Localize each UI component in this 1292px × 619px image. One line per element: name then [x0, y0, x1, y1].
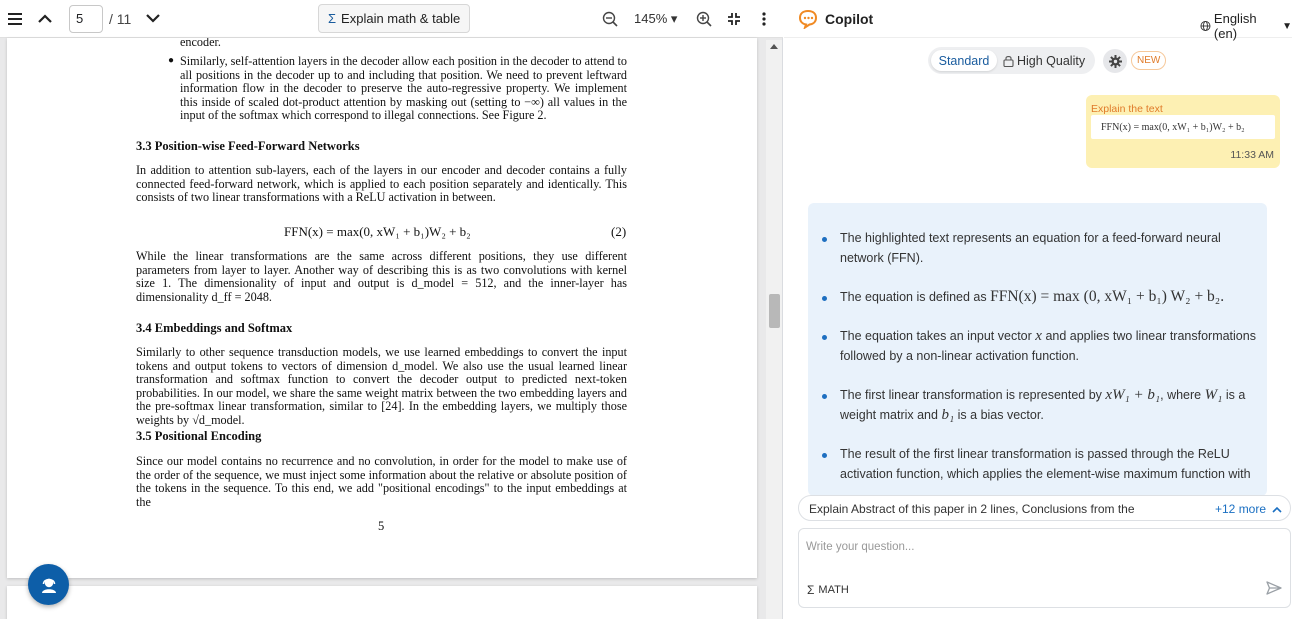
pdf-section-3-5-paragraph: Since our model contains no recurrence and no convolution, in order for the model to make use of the order of the sequence, we must inject some information about the relative or absolute position of the tokens in the sequence. To this end, we add "positional encodings" to the input embeddings at the — [136, 454, 627, 509]
explain-math-table-label: Explain math & table — [341, 11, 461, 26]
pdf-next-page — [7, 586, 757, 619]
pdf-page-number: 5 — [378, 519, 385, 533]
quality-mode-toggle — [928, 47, 1095, 74]
more-options-icon[interactable] — [750, 5, 778, 33]
answer-bullet-3-text-2: and applies two linear transformations followed by a non-linear activation function. — [840, 329, 1256, 363]
answer-bullet-4-var-2: b₁ — [941, 406, 955, 423]
answer-bullet-4-text-2: , where — [1160, 388, 1202, 402]
question-composer — [798, 528, 1291, 608]
question-input[interactable]: Write your question... — [806, 541, 915, 553]
chevron-down-icon[interactable] — [139, 5, 167, 33]
language-select[interactable] — [1200, 11, 1292, 41]
bullet-icon — [822, 335, 827, 340]
answer-bullet-3-var: x — [1035, 328, 1042, 344]
pdf-bullet-paragraph: Similarly, self-attention layers in the decoder allow each position in the decoder to attend to all positions in the decoder up to and including that position. We need to prevent leftward information flow in the decoder to preserve the auto-regressive property. We implement this inside of scaled dot-product attention by masking out (setting to −∞) all values in the input of the softmax which correspond to illegal connections. See Figure 2. — [180, 54, 627, 122]
assistant-fab-button[interactable] — [28, 564, 69, 605]
answer-bullet-4 — [840, 386, 1260, 425]
bullet-icon — [822, 394, 827, 399]
answer-bullet-4-var: W₁ — [1204, 387, 1223, 403]
zoom-level-select[interactable]: 145% ▾ — [634, 11, 678, 26]
scroll-up-arrow-icon[interactable] — [770, 44, 778, 49]
send-icon — [1266, 581, 1282, 595]
suggestion-chip[interactable] — [798, 495, 1291, 521]
pdf-scrollbar-thumb[interactable] — [769, 294, 780, 328]
answer-bullet-3 — [840, 327, 1260, 366]
assistant-icon — [39, 575, 59, 595]
more-suggestions-label: +12 more — [1215, 502, 1267, 516]
copilot-title: Copilot — [825, 11, 874, 27]
user-message-bubble — [1086, 95, 1280, 168]
answer-bullet-2-text: The equation is defined as — [840, 290, 987, 304]
chevron-up-icon[interactable] — [31, 5, 59, 33]
user-message-time: 11:33 AM — [1230, 149, 1274, 161]
page-total: / 11 — [109, 10, 132, 27]
bullet-icon — [822, 453, 827, 458]
user-message-label: Explain the text — [1091, 103, 1163, 115]
answer-bullet-4-math: xW₁ + b₁ — [1105, 387, 1161, 403]
pdf-scrollbar[interactable] — [766, 40, 782, 619]
chevron-up-icon — [1272, 506, 1282, 513]
pdf-toolbar — [0, 0, 783, 38]
fit-page-icon[interactable] — [720, 5, 748, 33]
mode-high-quality-label: High Quality — [1017, 53, 1086, 68]
answer-bullet-2 — [840, 287, 1260, 308]
zoom-in-icon[interactable] — [690, 5, 718, 33]
gear-icon — [1109, 55, 1122, 68]
user-message-equation: FFN(x) = max(0, xW₁ + b₁)W₂ + b₂ — [1091, 115, 1275, 139]
answer-bullet-2-equation: FFN(x) = max (0, xW₁ + b₁) W₂ + b₂. — [990, 288, 1225, 305]
globe-icon — [1200, 20, 1211, 32]
pdf-encoder-fragment: encoder. — [180, 38, 221, 49]
pdf-page — [7, 38, 757, 578]
answer-bullet-4-text-4: is a bias vector. — [957, 407, 1044, 422]
answer-bullet-3-text: The equation takes an input vector — [840, 329, 1032, 343]
more-suggestions-button[interactable] — [1215, 502, 1282, 516]
zoom-out-icon[interactable] — [596, 5, 624, 33]
menu-icon[interactable] — [1, 5, 29, 33]
mode-high-quality-button[interactable] — [1003, 50, 1085, 71]
pdf-section-3-3-paragraph: In addition to attention sub-layers, each of the layers in our encoder and decoder contains a fully connected feed-forward network, which is applied to each position separately and identically. This consists of two linear transformations with a ReLU activation in between. — [136, 163, 627, 204]
math-button-label: MATH — [818, 584, 849, 596]
explain-math-table-button[interactable] — [318, 4, 470, 33]
copilot-logo-icon — [798, 9, 818, 34]
pdf-section-3-4-paragraph: Similarly to other sequence transduction models, we use learned embeddings to convert the input tokens and output tokens to vectors of dimension d_model. We also use the usual learned linear transformation and softmax function to convert the decoder output to predicted next-token probabilities. In our model, we share the same weight matrix between the two embedding layers and the pre-softmax linear transformation, similar to [24]. In the embedding layers, we multiply those weights by √d_model. — [136, 345, 627, 427]
send-button[interactable] — [1266, 581, 1282, 600]
suggestion-text: Explain Abstract of this paper in 2 lines, Conclusions from the — [809, 502, 1135, 516]
bullet-icon — [822, 296, 827, 301]
new-badge: NEW — [1131, 51, 1166, 70]
pdf-section-3-3-title: 3.3 Position-wise Feed-Forward Networks — [136, 139, 360, 153]
copilot-panel — [784, 0, 1292, 619]
pdf-section-3-3-paragraph-2: While the linear transformations are the same across different positions, they use different parameters from layer to layer. Another way of describing this is as two convolutions with kernel size 1. The dimensionality of input and output is d_model = 512, and the inner-layer has dimensionality d_ff = 2048. — [136, 249, 627, 304]
settings-button[interactable] — [1103, 49, 1127, 73]
answer-bullet-4-text: The first linear transformation is represented by — [840, 388, 1102, 402]
pdf-section-3-4-title: 3.4 Embeddings and Softmax — [136, 321, 293, 335]
caret-down-icon: ▼ — [1282, 20, 1292, 32]
language-label: English (en) — [1213, 11, 1257, 41]
lock-icon — [1003, 55, 1014, 67]
answer-bullet-1: The highlighted text represents an equation for a feed-forward neural network (FFN). — [840, 231, 1221, 265]
math-button[interactable] — [807, 583, 849, 597]
assistant-answer — [808, 203, 1267, 496]
pdf-section-3-5-title: 3.5 Positional Encoding — [136, 429, 262, 443]
copilot-header — [784, 0, 1292, 41]
pdf-equation-number: (2) — [611, 224, 627, 239]
page-number-input[interactable]: 5 — [69, 5, 103, 33]
answer-bullet-5: The result of the first linear transformation is passed through the ReLU activation function, which applies the element-wise maximum function with — [840, 447, 1251, 481]
sigma-icon: Σ — [807, 583, 815, 597]
answer-bullet-4-text-3: is a weight matrix and — [840, 388, 1246, 422]
sigma-icon: Σ — [328, 11, 337, 26]
bullet-icon: ● — [168, 55, 175, 66]
bullet-icon — [822, 237, 827, 242]
mode-standard-button[interactable]: Standard — [931, 50, 997, 71]
pdf-equation: FFN(x) = max(0, xW₁ + b₁)W₂ + b₂ — [284, 224, 471, 239]
